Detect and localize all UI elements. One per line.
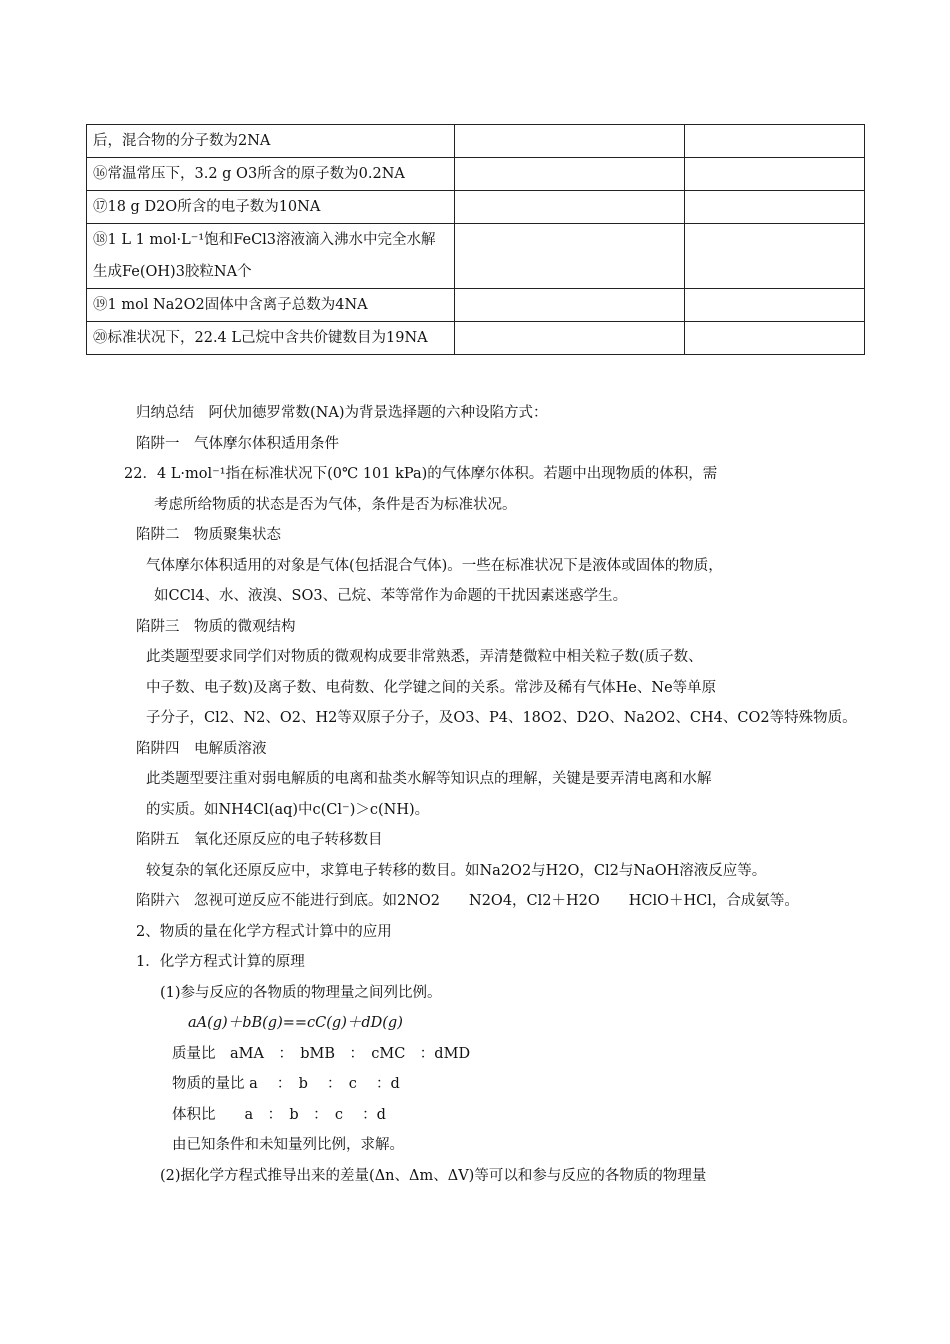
principle-paragraph: (1)参与反应的各物质的物理量之间列比例。 xyxy=(160,984,442,1001)
solve-instruction: 由已知条件和未知量列比例，求解。 xyxy=(172,1137,404,1153)
table-row xyxy=(87,125,865,158)
trap1-title: 陷阱一 气体摩尔体积适用条件 xyxy=(136,435,339,452)
table-cell-empty xyxy=(685,224,865,289)
trap3-line: 中子数、电子数)及离子数、电荷数、化学键之间的关系。常涉及稀有气体He、Ne等单原 xyxy=(146,679,717,696)
table-cell-empty xyxy=(685,289,865,322)
table-cell-empty xyxy=(685,125,865,158)
table-cell-statement: ⑰18 g D2O所含的电子数为10NA xyxy=(87,191,455,224)
trap1-line: 考虑所给物质的状态是否为气体，条件是否为标准状况。 xyxy=(154,496,517,513)
volume-ratio-row: 体积比 a ： b ： c ：d xyxy=(172,1106,386,1123)
table-row xyxy=(87,158,865,191)
table-cell-statement: ⑱1 L 1 mol·L⁻¹饱和FeCl3溶液滴入沸水中完全水解生成Fe(OH)3胶粒NA个 xyxy=(87,224,455,289)
table-row xyxy=(87,322,865,355)
table-cell-statement: ⑲1 mol Na2O2固体中含离子总数为4NA xyxy=(87,289,455,322)
table-cell-empty xyxy=(685,322,865,355)
table-cell-statement: 后，混合物的分子数为2NA xyxy=(87,125,455,158)
table-cell-empty xyxy=(455,125,685,158)
mass-ratio-row: 质量比 aMA ： bMB ： cMC ：dMD xyxy=(172,1045,471,1062)
subsection-heading: 1．化学方程式计算的原理 xyxy=(136,954,305,970)
table-cell-empty xyxy=(455,158,685,191)
table-cell-empty xyxy=(685,158,865,191)
table-cell-empty xyxy=(455,191,685,224)
table-cell-statement: ⑯常温常压下，3.2 g O3所含的原子数为0.2NA xyxy=(87,158,455,191)
judgement-table xyxy=(86,124,865,355)
trap1-line: 22．4 L·mol⁻¹指在标准状况下(0℃ 101 kPa)的气体摩尔体积。若题中出现物质的体积，需 xyxy=(124,466,718,482)
trap4-line: 此类题型要注重对弱电解质的电离和盐类水解等知识点的理解，关键是要弄清电离和水解 xyxy=(146,771,712,787)
trap6-line: 陷阱六 忽视可逆反应不能进行到底。如2NO2 N2O4，Cl2＋H2O HClO＋HCl，合成氨等。 xyxy=(136,893,799,909)
table-cell-empty xyxy=(455,224,685,289)
table-cell-empty xyxy=(685,191,865,224)
table-row xyxy=(87,191,865,224)
table-cell-statement: ⑳标准状况下，22.4 L己烷中含共价键数目为19NA xyxy=(87,322,455,355)
trap5-line: 较复杂的氧化还原反应中，求算电子转移的数目。如Na2O2与H2O，Cl2与NaOH溶液反应等。 xyxy=(146,862,767,879)
trap3-line: 子分子，Cl2、N2、O2、H2等双原子分子，及O3、P4、18O2、D2O、Na2O2、CH4、CO2等特殊物质。 xyxy=(146,710,857,726)
trap5-title: 陷阱五 氧化还原反应的电子转移数目 xyxy=(136,832,383,848)
trap3-line: 此类题型要求同学们对物质的微观构成要非常熟悉，弄清楚微粒中相关粒子数(质子数、 xyxy=(146,649,703,665)
trap3-title: 陷阱三 物质的微观结构 xyxy=(136,618,296,635)
section-heading: 2、物质的量在化学方程式计算中的应用 xyxy=(136,923,392,940)
trap4-line: 的实质。如NH4Cl(aq)中c(Cl⁻)＞c(NH)。 xyxy=(146,801,430,818)
mole-ratio-row: 物质的量比 a ： b ： c ：d xyxy=(172,1076,400,1092)
summary-body xyxy=(124,398,857,1191)
table-row xyxy=(87,289,865,322)
table-cell-empty xyxy=(455,322,685,355)
trap2-line: 如CCl4、水、液溴、SO3、己烷、苯等常作为命题的干扰因素迷惑学生。 xyxy=(154,588,628,604)
summary-intro: 归纳总结 阿伏加德罗常数(NA)为背景选择题的六种设陷方式： xyxy=(136,405,548,421)
trap2-title: 陷阱二 物质聚集状态 xyxy=(136,527,281,543)
reaction-equation: aA(g)＋bB(g)==cC(g)＋dD(g) xyxy=(188,1015,403,1031)
table-cell-empty xyxy=(455,289,685,322)
table-row xyxy=(87,224,865,289)
difference-paragraph: (2)据化学方程式推导出来的差量(Δn、Δm、ΔV)等可以和参与反应的各物质的物理量 xyxy=(160,1167,707,1184)
trap4-title: 陷阱四 电解质溶液 xyxy=(136,740,267,757)
trap2-line: 气体摩尔体积适用的对象是气体(包括混合气体)。一些在标准状况下是液体或固体的物质， xyxy=(146,557,723,574)
